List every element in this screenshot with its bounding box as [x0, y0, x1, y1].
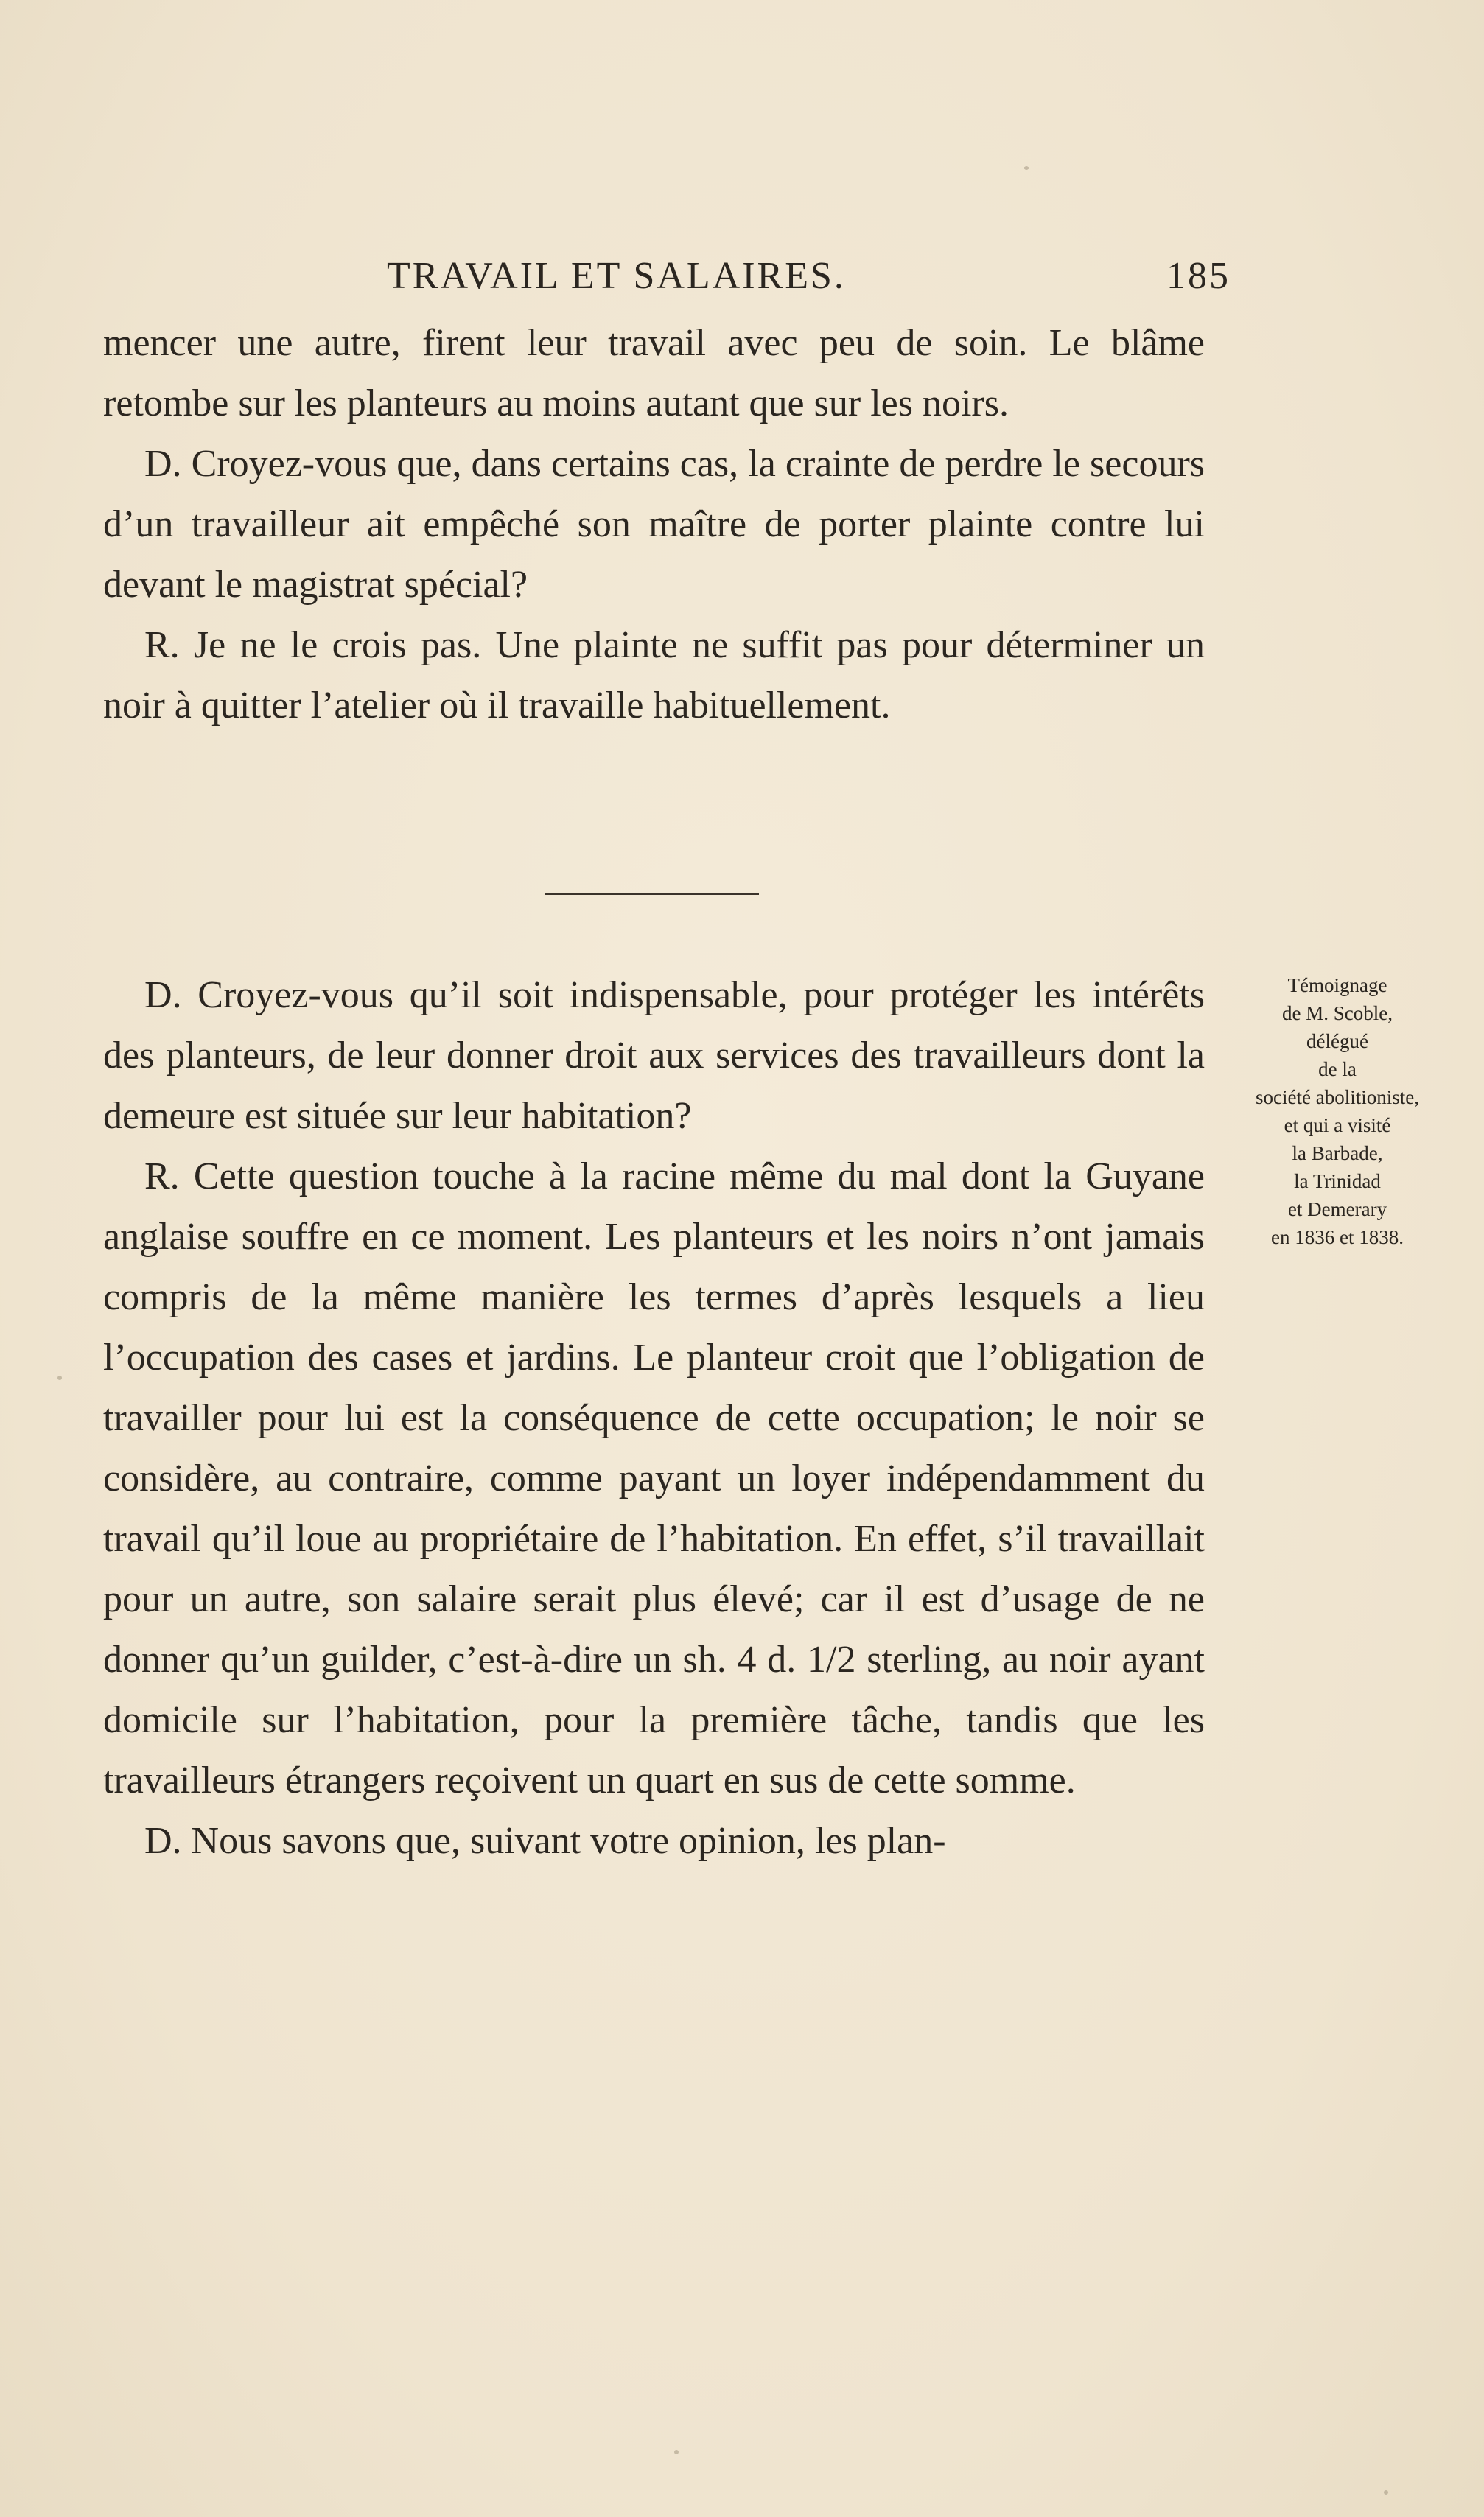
margin-note	[1216, 971, 1459, 1251]
paragraph: mencer une autre, firent leur travail avec peu de soin. Le blâme retombe sur les planteurs au moins autant que sur les noirs.	[103, 322, 1205, 424]
paragraph-answer: R. Je ne le crois pas. Une plainte ne suffit pas pour déterminer un noir à quitter l’atelier où il travaille habituellement.	[103, 624, 1205, 727]
margin-note-line: société abolitioniste,	[1256, 1086, 1419, 1108]
paper-speck	[1384, 2490, 1388, 2495]
page-header	[103, 254, 1231, 306]
paragraph-question: D. Nous savons que, suivant votre opinion, les plan-	[144, 1820, 946, 1862]
text-block-continuation	[103, 313, 1205, 736]
margin-note-line: en 1836 et 1838.	[1271, 1226, 1404, 1248]
paragraph-answer: R. Cette question touche à la racine même du mal dont la Guyane anglaise souffre en ce moment. Les planteurs et les noirs n’ont jamais compris de la même manière les termes d’après lesquels a lieu l’occupation des cases et jardins. Le planteur croit que l’obligation de travailler pour lui est la conséquence de cette occupation; le noir se considère, au contraire, comme payant un loyer indépendamment du travail qu’il loue au propriétaire de l’habitation. En effet, s’il travaillait pour un autre, son salaire serait plus élevé; car il est d’usage de ne donner qu’un guilder, c’est-à-dire un sh. 4 d. 1/2 sterling, au noir ayant domicile sur l’habitation, pour la première tâche, tandis que les travailleurs étrangers reçoivent un quart en sus de cette somme.	[103, 1155, 1205, 1802]
page-number: 185	[1166, 255, 1231, 297]
text-block-testimony	[103, 965, 1205, 1872]
margin-note-line: Témoignage	[1287, 974, 1387, 996]
paragraph-question: D. Croyez-vous qu’il soit indispensable, pour protéger les intérêts des planteurs, de leur donner droit aux services des travailleurs dont la demeure est située sur leur habitation?	[103, 974, 1205, 1137]
paper-speck	[1024, 166, 1029, 170]
paper-speck	[57, 1376, 62, 1380]
margin-note-line: et Demerary	[1287, 1198, 1387, 1220]
paragraph-question: D. Croyez-vous que, dans certains cas, la crainte de perdre le secours d’un travailleur ait empêché son maître de porter plainte contre lui devant le magistrat spécial?	[103, 443, 1205, 606]
margin-note-line: la Trinidad	[1294, 1170, 1381, 1192]
running-title: TRAVAIL ET SALAIRES.	[387, 255, 846, 297]
paper-speck	[674, 2450, 679, 2454]
margin-note-line: de la	[1318, 1058, 1357, 1080]
section-divider	[545, 893, 759, 895]
margin-note-line: la Barbade,	[1292, 1142, 1383, 1164]
margin-note-line: de M. Scoble,	[1282, 1002, 1393, 1024]
margin-note-line: délégué	[1306, 1030, 1368, 1052]
margin-note-line: et qui a visité	[1284, 1114, 1391, 1136]
